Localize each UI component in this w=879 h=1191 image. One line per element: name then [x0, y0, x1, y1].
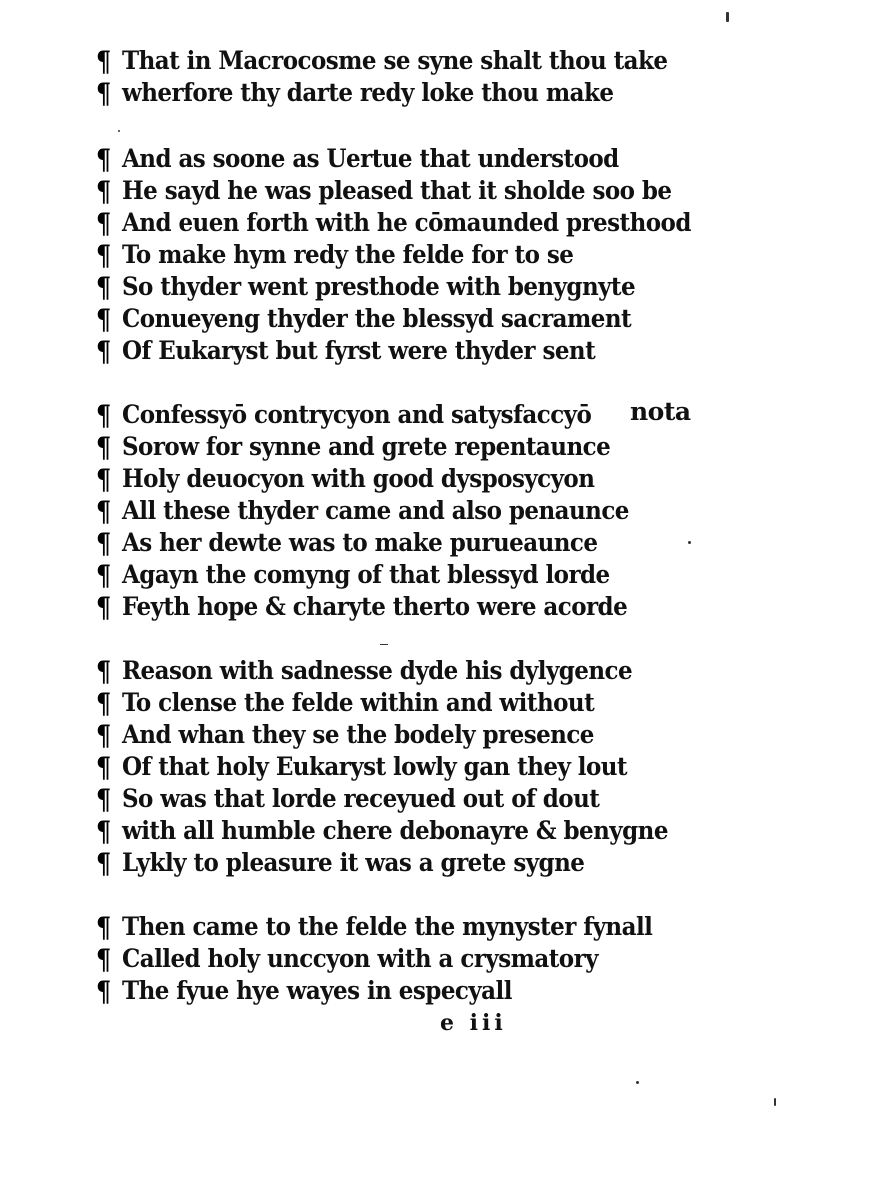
- ink-speck: [118, 130, 120, 132]
- pilcrow-mark: ¶: [96, 911, 112, 944]
- ink-speck: [380, 644, 388, 645]
- verse-text: To clense the felde within and without: [122, 688, 595, 717]
- ink-speck: [636, 1081, 639, 1084]
- pilcrow-mark: ¶: [96, 207, 112, 240]
- verse-line: [96, 654, 715, 686]
- verse-line: [96, 302, 740, 334]
- verse-text: Then came to the felde the mynyster fynall: [122, 912, 653, 941]
- pilcrow-mark: ¶: [96, 303, 112, 336]
- pilcrow-mark: ¶: [96, 559, 112, 592]
- verse-text: He sayd he was pleased that it sholde soo be: [122, 176, 672, 205]
- pilcrow-mark: ¶: [96, 175, 112, 208]
- stanza-3: [96, 398, 673, 622]
- pilcrow-mark: ¶: [96, 783, 112, 816]
- pilcrow-mark: ¶: [96, 431, 112, 464]
- verse-text: wherfore thy darte redy loke thou make: [122, 78, 614, 107]
- verse-text: Agayn the comyng of that blessyd lorde: [122, 560, 610, 589]
- pilcrow-mark: ¶: [96, 143, 112, 176]
- pilcrow-mark: ¶: [96, 463, 112, 496]
- verse-line: [96, 76, 715, 108]
- verse-line: [96, 174, 740, 206]
- verse-text: To make hym redy the felde for to se: [122, 240, 574, 269]
- verse-text: Of Eukaryst but fyrst were thyder sent: [122, 336, 596, 365]
- verse-line: [96, 270, 740, 302]
- stanza-5: [96, 910, 698, 1006]
- verse-line: [96, 558, 673, 590]
- verse-line: [96, 910, 698, 942]
- verse-text: Confessyō contrycyon and satysfaccyō: [122, 400, 592, 429]
- pilcrow-mark: ¶: [96, 751, 112, 784]
- verse-text: Feyth hope & charyte therto were acorde: [122, 592, 628, 621]
- pilcrow-mark: ¶: [96, 591, 112, 624]
- pilcrow-mark: ¶: [96, 975, 112, 1008]
- verse-text: And euen forth with he cōmaunded presthood: [122, 208, 691, 237]
- verse-line: [96, 494, 673, 526]
- verse-line: [96, 974, 698, 1006]
- verse-line: [96, 782, 715, 814]
- verse-text: Holy deuocyon with good dysposycyon: [122, 464, 595, 493]
- verse-text: So thyder went presthode with benygnyte: [122, 272, 636, 301]
- verse-text: And as soone as Uertue that understood: [122, 144, 619, 173]
- pilcrow-mark: ¶: [96, 45, 112, 78]
- verse-text: Called holy unccyon with a crysmatory: [122, 944, 598, 973]
- verse-line: [96, 750, 715, 782]
- ink-speck: [726, 12, 729, 22]
- verse-text: As her dewte was to make purueaunce: [122, 528, 598, 557]
- verse-text: Lykly to pleasure it was a grete sygne: [122, 848, 585, 877]
- pilcrow-mark: ¶: [96, 943, 112, 976]
- pilcrow-mark: ¶: [96, 399, 112, 432]
- pilcrow-mark: ¶: [96, 655, 112, 688]
- pilcrow-mark: ¶: [96, 847, 112, 880]
- pilcrow-mark: ¶: [96, 527, 112, 560]
- pilcrow-mark: ¶: [96, 495, 112, 528]
- verse-text: Reason with sadnesse dyde his dylygence: [122, 656, 633, 685]
- verse-line: [96, 398, 673, 430]
- verse-text: So was that lorde receyued out of dout: [122, 784, 600, 813]
- verse-line: [96, 590, 673, 622]
- verse-text: That in Macrocosme se syne shalt thou take: [122, 46, 668, 75]
- pilcrow-mark: ¶: [96, 77, 112, 110]
- pilcrow-mark: ¶: [96, 239, 112, 272]
- verse-text: with all humble chere debonayre & benygne: [122, 816, 668, 845]
- pilcrow-mark: ¶: [96, 271, 112, 304]
- verse-line: [96, 814, 715, 846]
- signature-mark: e iii: [440, 1010, 507, 1036]
- verse-line: [96, 942, 698, 974]
- ink-speck: [774, 1098, 776, 1106]
- verse-text: All these thyder came and also penaunce: [122, 496, 629, 525]
- pilcrow-mark: ¶: [96, 687, 112, 720]
- stanza-4: [96, 654, 715, 878]
- verse-text: Of that holy Eukaryst lowly gan they lout: [122, 752, 627, 781]
- pilcrow-mark: ¶: [96, 815, 112, 848]
- verse-text: And whan they se the bodely presence: [122, 720, 594, 749]
- verse-line: [96, 142, 740, 174]
- verse-line: [96, 238, 740, 270]
- pilcrow-mark: ¶: [96, 719, 112, 752]
- verse-line: [96, 718, 715, 750]
- verse-line: [96, 334, 740, 366]
- stanza-2: [96, 142, 740, 366]
- verse-text: Sorow for synne and grete repentaunce: [122, 432, 611, 461]
- verse-line: [96, 462, 673, 494]
- verse-line: [96, 846, 715, 878]
- verse-line: [96, 686, 715, 718]
- verse-line: [96, 526, 673, 558]
- verse-line: [96, 44, 715, 76]
- verse-line: [96, 430, 673, 462]
- marginal-note: nota: [630, 397, 691, 426]
- pilcrow-mark: ¶: [96, 335, 112, 368]
- verse-text: Conueyeng thyder the blessyd sacrament: [122, 304, 632, 333]
- verse-text: The fyue hye wayes in especyall: [122, 976, 512, 1005]
- stanza-1: [96, 44, 715, 108]
- verse-line: [96, 206, 740, 238]
- ink-speck: [688, 541, 691, 544]
